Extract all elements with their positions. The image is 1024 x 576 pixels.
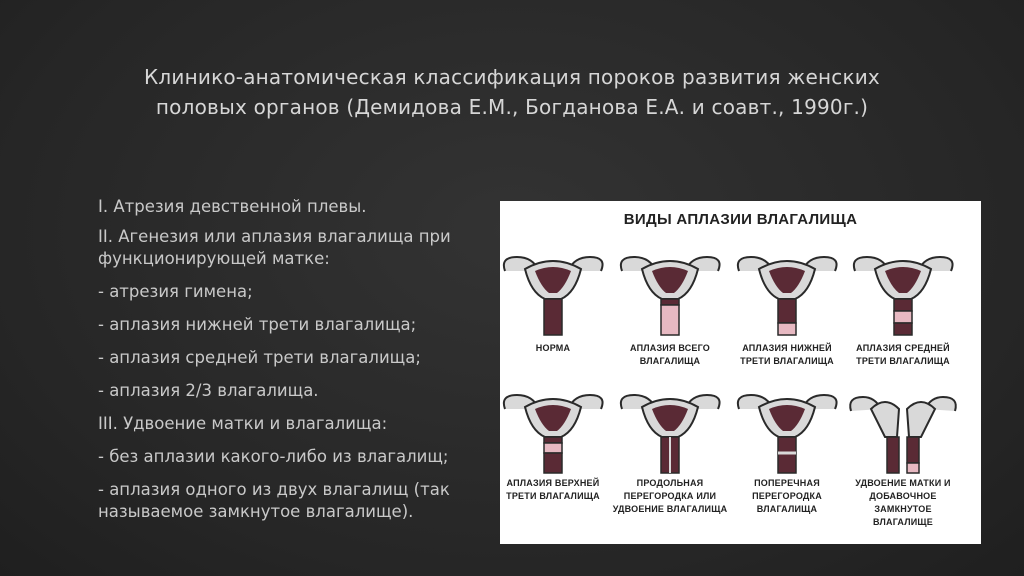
classification-list xyxy=(98,196,488,534)
list-item: - аплазия нижней трети влагалища; xyxy=(98,315,417,334)
caption-double-uterus: УДВОЕНИЕ МАТКИ И ДОБАВОЧНОЕ ЗАМКНУТОЕ ВЛАГАЛИЩЕ xyxy=(855,478,951,527)
caption-lower-third-aplasia: АПЛАЗИЯ НИЖНЕЙ ТРЕТИ ВЛАГАЛИЩА xyxy=(740,343,834,366)
diagram-lower-third-aplasia xyxy=(729,249,845,339)
list-item: - атрезия гимена; xyxy=(98,282,253,301)
diagram-double-uterus xyxy=(845,387,961,477)
diagram-transverse-septum xyxy=(729,387,845,477)
list-item: I. Атрезия девственной плевы. xyxy=(98,197,367,216)
slide-title xyxy=(60,62,964,122)
list-item: III. Удвоение матки и влагалища: xyxy=(98,414,388,433)
caption-longitudinal-septum: ПРОДОЛЬНАЯ ПЕРЕГОРОДКА ИЛИ УДВОЕНИЕ ВЛАГАЛИЩА xyxy=(612,478,728,514)
diagram-total-aplasia xyxy=(612,249,728,339)
slide-title-line-1: Клинико-анатомическая классификация пороков развития женских xyxy=(144,65,880,89)
diagram-normal xyxy=(495,249,611,339)
list-item: - аплазия средней трети влагалища; xyxy=(98,348,421,367)
caption-upper-third-aplasia: АПЛАЗИЯ ВЕРХНЕЙ ТРЕТИ ВЛАГАЛИЩА xyxy=(506,478,600,501)
diagram-middle-third-aplasia xyxy=(845,249,961,339)
diagram-longitudinal-septum xyxy=(612,387,728,477)
caption-total-aplasia: АПЛАЗИЯ ВСЕГО ВЛАГАЛИЩА xyxy=(630,343,710,366)
figure-title: ВИДЫ АПЛАЗИИ ВЛАГАЛИЩА xyxy=(623,211,858,228)
diagram-upper-third-aplasia xyxy=(495,387,611,477)
slide-title-line-2: половых органов (Демидова Е.М., Богданова Е.А. и соавт., 1990г.) xyxy=(155,95,869,119)
caption-middle-third-aplasia: АПЛАЗИЯ СРЕДНЕЙ ТРЕТИ ВЛАГАЛИЩА xyxy=(856,343,950,366)
list-item: - без аплазии какого-либо из влагалищ; xyxy=(98,447,449,466)
list-item: - аплазия одного из двух влагалищ (так называемое замкнутое влагалище). xyxy=(98,480,450,521)
caption-transverse-septum: ПОПЕРЕЧНАЯ ПЕРЕГОРОДКА ВЛАГАЛИЩА xyxy=(752,478,822,514)
list-item: - аплазия 2/3 влагалища. xyxy=(98,381,319,400)
list-item: II. Агенезия или аплазия влагалища при функционирующей матке: xyxy=(98,227,451,268)
aplasia-figure xyxy=(500,201,981,544)
caption-normal: НОРМА xyxy=(535,343,571,353)
